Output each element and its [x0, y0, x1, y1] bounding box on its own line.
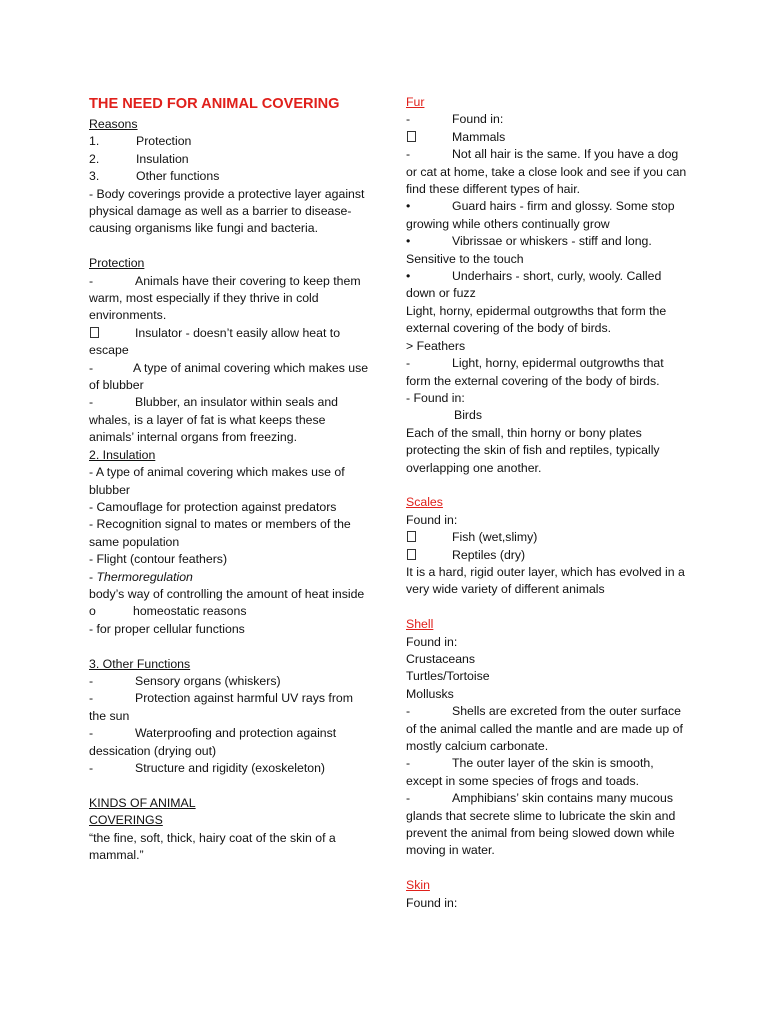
feathers-found: - Found in: [406, 390, 465, 405]
scale-definition: Each of the small, thin horny or bony plates protecting the skin of fish and reptiles, typically overlapping one another. [406, 425, 660, 475]
reason-item [89, 133, 369, 150]
document-title: THE NEED FOR ANIMAL COVERING [89, 96, 340, 112]
dash-marker: - [89, 673, 94, 688]
feathers-heading: > Feathers [406, 338, 466, 353]
dash-marker: - [89, 395, 94, 410]
dash-marker: - [89, 726, 94, 741]
box-bullet [406, 129, 452, 146]
box-bullet [406, 529, 452, 546]
protection-item: - Animals have their covering to keep them warm, most especially if they thrive in cold environments. [89, 273, 361, 323]
box-bullet [406, 547, 452, 564]
thermoregulation-term: Thermoregulation [96, 569, 193, 584]
skin-heading: Skin [406, 878, 430, 893]
dash-marker: - [89, 360, 94, 375]
box-bullet-icon [407, 549, 416, 560]
scales-heading: Scales [406, 495, 443, 510]
shell-item: Mollusks [406, 686, 454, 701]
thermoregulation-definition: body’s way of controlling the amount of heat inside [89, 586, 365, 601]
insulation-item: - Camouflage for protection against predators [89, 499, 337, 514]
fur-hair-types: - Not all hair is the same. If you have a dog or cat at home, take a close look and see if you can find these different types of hair. [406, 147, 687, 197]
shell-found: Found in: [406, 634, 458, 649]
scales-reptiles: Reptiles (dry) [406, 547, 688, 564]
insulation-item: - A type of animal covering which makes use of blubber [89, 465, 345, 497]
shell-paragraph: - Amphibians’ skin contains many mucous glands that secrete slime to lubricate the skin and prevent the animal from being slowed down while moving in water. [406, 791, 676, 858]
reason-text: Insulation [136, 151, 189, 166]
kinds-heading: COVERINGS [89, 813, 163, 828]
scales-found: Found in: [406, 512, 458, 527]
dash-marker: - [406, 756, 411, 771]
scales-fish: Fish (wet,slimy) [406, 529, 688, 546]
skin-found: Found in: [406, 895, 458, 910]
fur-vibrissae: • Vibrissae or whiskers - stiff and long. Sensitive to the touch [406, 234, 652, 266]
other-function-item: - Structure and rigidity (exoskeleton) [89, 760, 369, 777]
protection-item: - Blubber, an insulator within seals and whales, is a layer of fat is what keeps these animals’ internal organs from freezing. [89, 395, 339, 445]
dash-marker: - [89, 761, 94, 775]
scales-description: It is a hard, rigid outer layer, which has evolved in a very wide variety of different animals [406, 564, 685, 597]
kinds-heading: KINDS OF ANIMAL [89, 795, 196, 810]
circle-marker: o [89, 604, 96, 619]
fur-mammals: Mammals [406, 129, 688, 146]
protection-heading: Protection [89, 256, 145, 271]
left-column [89, 94, 369, 864]
fur-heading: Fur [406, 95, 425, 109]
reason-number: 2. [89, 151, 100, 166]
shell-item: Crustaceans [406, 651, 476, 666]
other-function-item: - Protection against harmful UV rays from the sun [89, 691, 354, 723]
shell-heading: Shell [406, 617, 434, 632]
bullet-marker: • [406, 269, 411, 284]
reason-text: Protection [136, 134, 192, 149]
intro-paragraph: - Body coverings provide a protective layer against physical damage as well as a barrier to disease-causing organisms like fungi and bacteria. [89, 186, 365, 236]
reasons-heading: Reasons [89, 117, 138, 131]
reason-number: 1. [89, 134, 100, 149]
feather-definition: Light, horny, epidermal outgrowths that form the external covering of the body of birds. [406, 303, 667, 336]
box-bullet [89, 325, 135, 342]
shell-paragraph: - The outer layer of the skin is smooth, except in some species of frogs and toads. [406, 756, 654, 788]
reason-number: 3. [89, 169, 100, 184]
insulation-heading: 2. Insulation [89, 447, 156, 462]
dash-marker: - [406, 147, 411, 162]
cellular-item: - for proper cellular functions [89, 621, 245, 636]
insulation-item: - Flight (contour feathers) [89, 552, 228, 567]
bullet-marker: • [406, 234, 411, 249]
reason-item [89, 151, 369, 168]
fur-underhairs: • Underhairs - short, curly, wooly. Called down or fuzz [406, 269, 662, 301]
protection-item: Insulator - doesn’t easily allow heat to escape [89, 325, 341, 358]
mammal-definition-quote: “the fine, soft, thick, hairy coat of the skin of a mammal.” [89, 830, 336, 863]
reason-text: Other functions [136, 169, 220, 184]
other-function-item: - Waterproofing and protection against dessication (drying out) [89, 726, 337, 758]
insulation-item: - Recognition signal to mates or members of the same population [89, 517, 351, 549]
dash-marker: - [406, 112, 411, 127]
right-column [406, 94, 688, 912]
bullet-marker: • [406, 199, 411, 214]
thermoregulation-item: - Thermoregulation [89, 569, 193, 584]
dash-marker: - [406, 791, 411, 806]
box-bullet-icon [407, 131, 416, 142]
box-bullet-icon [407, 531, 416, 542]
feathers-birds: Birds [454, 408, 483, 423]
reason-item [89, 168, 369, 185]
dash-marker: - [406, 704, 411, 719]
shell-item: Turtles/Tortoise [406, 669, 490, 684]
fur-found: - Found in: [406, 111, 688, 128]
feathers-item: - Light, horny, epidermal outgrowths that form the external covering of the body of birds. [406, 356, 664, 388]
dash-marker: - [89, 273, 94, 288]
protection-item: - A type of animal covering which makes use of blubber [89, 360, 369, 393]
fur-guard-hairs: • Guard hairs - firm and glossy. Some stop growing while others continually grow [406, 199, 675, 231]
other-functions-heading: 3. Other Functions [89, 656, 191, 671]
other-function-item: - Sensory organs (whiskers) [89, 673, 369, 690]
shell-paragraph: - Shells are excreted from the outer surface of the animal called the mantle and are made up of mostly calcium carbonate. [406, 704, 683, 753]
homeostatic-item: o homeostatic reasons [89, 603, 369, 620]
dash-marker: - [89, 691, 94, 706]
box-bullet-icon [90, 327, 99, 338]
dash-marker: - [406, 356, 411, 371]
